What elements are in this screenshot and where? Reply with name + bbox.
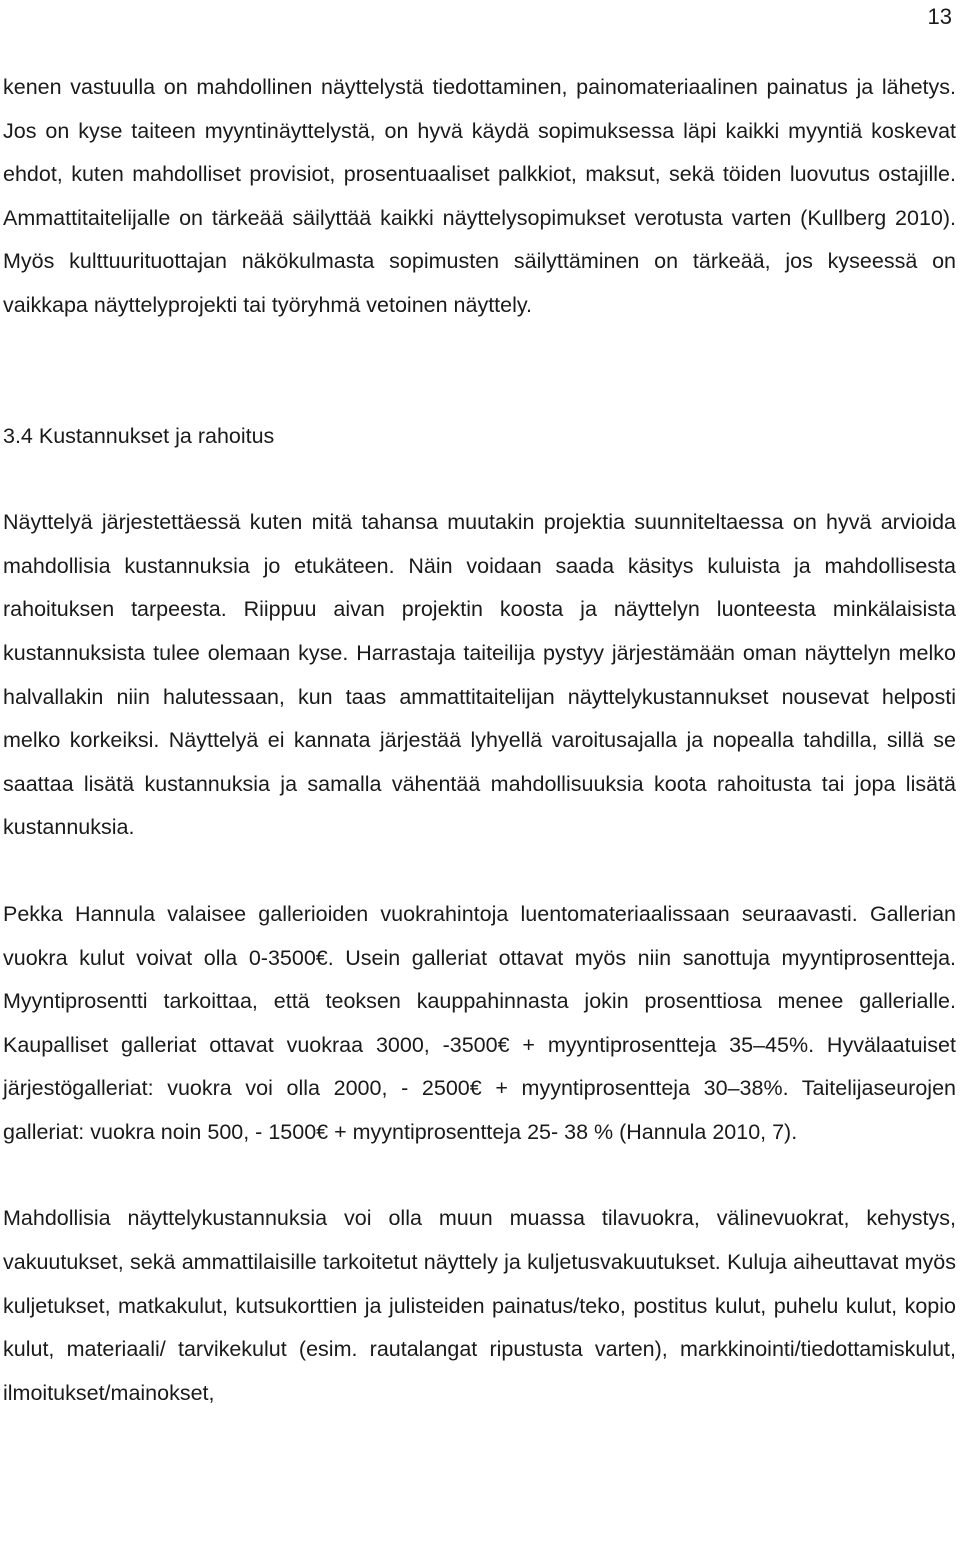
paragraph-costs: Näyttelyä järjestettäessä kuten mitä tahansa muutakin projektia suunniteltaessa on hyvä arvioida mahdollisia kustannuksia jo etukäteen. Näin voidaan saada käsitys kuluista ja mahdollisesta rahoituksen tarpeesta. Riippuu aivan projektin koosta ja näyttelyn luonteesta minkälaisista kustannuksista tulee olemaan kyse. Harrastaja taiteilija pystyy järjestämään oman näyttelyn melko halvallakin niin halutessaan, kun taas ammattitaitelijan näyttelykustannukset nousevat helposti melko korkeiksi. Näyttelyä ei kannata järjestää lyhyellä varoitusajalla ja nopealla tahdilla, sillä se saattaa lisätä kustannuksia ja samalla vähentää mahdollisuuksia koota rahoitusta tai jopa lisätä kustannuksia. <box>3 510 956 840</box>
paragraph-exhibition-costs: Mahdollisia näyttelykustannuksia voi olla muun muassa tilavuokra, välinevuokrat, kehystys, vakuutukset, sekä ammattilaisille tarkoitetut näyttely ja kuljetusvakuutukset. Kuluja aiheuttavat myös kuljetukset, matkakulut, kutsukorttien ja julisteiden painatus/teko, postitus kulut, puhelu kulut, kopio kulut, materiaali/ tarvikekulut (esim. rautalangat ripustusta varten), markkinointi/tiedottamiskulut, ilmoitukset/mainokset, <box>3 1206 956 1405</box>
spacer <box>3 850 956 893</box>
spacer <box>3 328 956 415</box>
spacer <box>3 458 956 501</box>
page-number: 13 <box>927 4 952 29</box>
paragraph-contracts: kenen vastuulla on mahdollinen näyttelystä tiedottaminen, painomateriaalinen painatus ja lähetys. Jos on kyse taiteen myyntinäyttelystä, on hyvä käydä sopimuksessa läpi kaikki myyntiä koskevat ehdot, kuten mahdolliset provisiot, prosentuaaliset palkkiot, maksut, sekä töiden luovutus ostajille. Ammattitaitelijalle on tärkeää säilyttää kaikki näyttelysopimukset verotusta varten (Kullberg 2010). Myös kulttuurituottajan näkökulmasta sopimusten säilyttäminen on tärkeää, jos kyseessä on vaikkapa näyttelyprojekti tai työryhmä vetoinen näyttely. <box>3 75 956 317</box>
spacer <box>3 1154 956 1197</box>
section-heading: 3.4 Kustannukset ja rahoitus <box>3 423 275 448</box>
paragraph-gallery-rents: Pekka Hannula valaisee gallerioiden vuokrahintoja luentomateriaalissaan seuraavasti. Gallerian vuokra kulut voivat olla 0-3500€. Usein galleriat ottavat myös niin sanottuja myyntiprosentteja. Myyntiprosentti tarkoittaa, että teoksen kauppahinnasta jokin prosenttiosa menee gallerialle. Kaupalliset galleriat ottavat vuokraa 3000, -3500€ + myyntiprosentteja 35–45%. Hyvälaatuiset järjestögalleriat: vuokra voi olla 2000, - 2500€ + myyntiprosentteja 30–38%. Taitelijaseurojen galleriat: vuokra noin 500, - 1500€ + myyntiprosentteja 25- 38 % (Hannula 2010, 7). <box>3 901 956 1144</box>
document-body <box>3 66 956 1415</box>
